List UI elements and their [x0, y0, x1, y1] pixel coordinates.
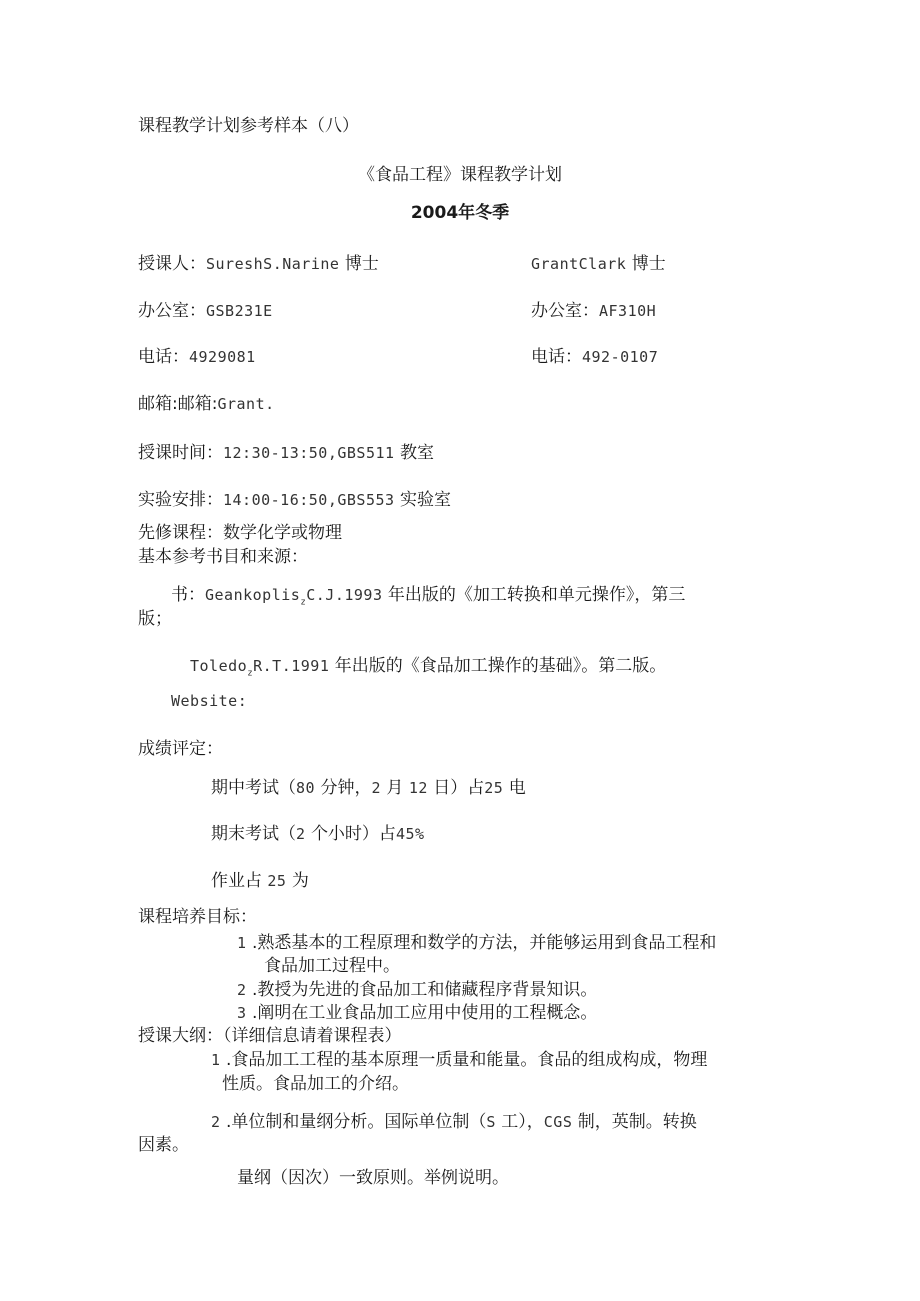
outline-number: 2 [211, 1113, 221, 1131]
goal-text: .教授为先进的食品加工和储藏程序背景知识。 [251, 980, 598, 1000]
lab-room: 实验室 [399, 490, 451, 510]
midterm-text: 月 [386, 778, 404, 798]
instructor-2-title: 博士 [631, 254, 666, 274]
midterm-text: 日）占 [433, 778, 485, 798]
phone-label: 电话： [138, 347, 189, 367]
grading-final [211, 823, 425, 845]
instructor-2-office [531, 300, 656, 322]
book-2-sub: z [247, 668, 254, 679]
goal-number: 1 [237, 934, 247, 952]
midterm-text: 期中考试（ [211, 778, 296, 798]
office-label: 办公室： [531, 301, 599, 321]
lecture-room: 教室 [399, 443, 434, 463]
final-text: 个小时）占 [310, 824, 396, 844]
final-weight: 45% [395, 825, 425, 843]
midterm-text: 电 [508, 778, 526, 798]
grading-label: 成绩评定： [138, 739, 223, 759]
book-2-rest: R.T.1991 [253, 657, 330, 675]
goal-number: 2 [237, 981, 247, 999]
lab-time [138, 489, 451, 511]
midterm-text: 分钟， [320, 778, 372, 798]
instructor-2-phone-value: 492-0107 [582, 348, 659, 366]
goals-label: 课程培养目标： [138, 907, 257, 927]
homework-weight: 25 [267, 872, 287, 890]
midterm-month: 2 [371, 779, 381, 797]
instructor-1-phone [138, 346, 256, 368]
goal-number: 3 [237, 1004, 247, 1022]
final-hours: 2 [296, 825, 306, 843]
instructor-2-office-value: AF310H [599, 302, 657, 320]
instructor-label: 授课人： [138, 254, 206, 274]
email-label: 邮箱: [138, 394, 178, 414]
outline-si: S [486, 1113, 496, 1131]
term-year: 2004 [410, 203, 459, 223]
goal-item-wrap: 食品加工过程中。 [264, 956, 400, 976]
book-1-sub: z [300, 597, 307, 608]
outline-text: .食品加工工程的基本原理一质量和能量。食品的组成构成，物理 [225, 1050, 708, 1070]
goal-item [237, 1002, 597, 1024]
lecture-time-label: 授课时间： [138, 443, 223, 463]
grading-midterm [211, 777, 526, 799]
outline-text: 制，英制。转换 [577, 1112, 697, 1132]
email-prefix: 邮箱: [177, 394, 218, 414]
outline-label: 授课大纲：（详细信息请着课程表） [138, 1026, 402, 1046]
prerequisites-value: 数学化学或物理 [223, 523, 342, 543]
midterm-minutes: 80 [296, 779, 316, 797]
instructor-1-title: 博士 [344, 254, 379, 274]
phone-label: 电话： [531, 347, 582, 367]
homework-text: 为 [291, 871, 309, 891]
instructor-1-name: SureshS.Narine [206, 255, 340, 273]
instructor-2-name: GrantClark [531, 255, 627, 273]
term [0, 202, 920, 224]
midterm-weight: 25 [484, 779, 504, 797]
lab-time-label: 实验安排： [138, 490, 223, 510]
outline-item-wrap: 因素。 [138, 1135, 189, 1155]
outline-text: 工）， [501, 1112, 544, 1132]
goal-item [237, 932, 716, 954]
book-2-text: 年出版的《食品加工操作的基础》。第二版。 [334, 656, 667, 676]
outline-extra: 量纲（因次）一致原则。举例说明。 [237, 1168, 509, 1188]
outline-item [211, 1049, 707, 1071]
term-season: 年冬季 [458, 203, 510, 223]
reference-book-1 [171, 584, 685, 613]
outline-number: 1 [211, 1051, 221, 1069]
book-1-prefix: 书： [171, 585, 205, 605]
book-1-wrap: 版； [138, 609, 172, 629]
instructor-2 [531, 253, 666, 275]
grading-homework [211, 870, 309, 892]
midterm-day: 12 [408, 779, 428, 797]
email-line [138, 393, 275, 415]
homework-text: 作业占 [211, 871, 262, 891]
prerequisites-label: 先修课程： [138, 523, 223, 543]
instructor-1-office [138, 300, 273, 322]
instructor-2-phone [531, 346, 658, 368]
outline-item [211, 1111, 697, 1133]
final-text: 期末考试（ [211, 824, 296, 844]
book-1-text: 年出版的《加工转换和单元操作》，第三 [387, 585, 686, 605]
doc-title: 课程教学计划参考样本（八） [138, 116, 359, 136]
goal-text: .熟悉基本的工程原理和数学的方法，并能够运用到食品工程和 [251, 933, 717, 953]
office-label: 办公室： [138, 301, 206, 321]
prerequisites [138, 522, 342, 544]
lecture-time [138, 442, 434, 464]
email-value[interactable]: Grant. [217, 395, 275, 413]
website-label[interactable]: Website: [171, 692, 248, 710]
outline-cgs: CGS [543, 1113, 573, 1131]
book-1-rest: C.J.1993 [306, 586, 383, 604]
lab-time-value: 14:00-16:50,GBS553 [223, 491, 395, 509]
instructor-1 [138, 253, 379, 275]
book-2-author: Toledo [190, 657, 248, 675]
instructor-1-phone-value: 4929081 [189, 348, 256, 366]
instructor-1-office-value: GSB231E [206, 302, 273, 320]
outline-item-wrap: 性质。食品加工的介绍。 [222, 1074, 409, 1094]
book-1-author: Geankoplis [205, 586, 301, 604]
references-label: 基本参考书目和来源： [138, 547, 308, 567]
outline-text: .单位制和量纲分析。国际单位制（ [225, 1112, 487, 1132]
course-title: 《食品工程》课程教学计划 [358, 165, 562, 185]
goal-item [237, 979, 597, 1001]
lecture-time-value: 12:30-13:50,GBS511 [223, 444, 395, 462]
goal-text: .阐明在工业食品加工应用中使用的工程概念。 [251, 1003, 598, 1023]
reference-book-2 [190, 655, 666, 684]
